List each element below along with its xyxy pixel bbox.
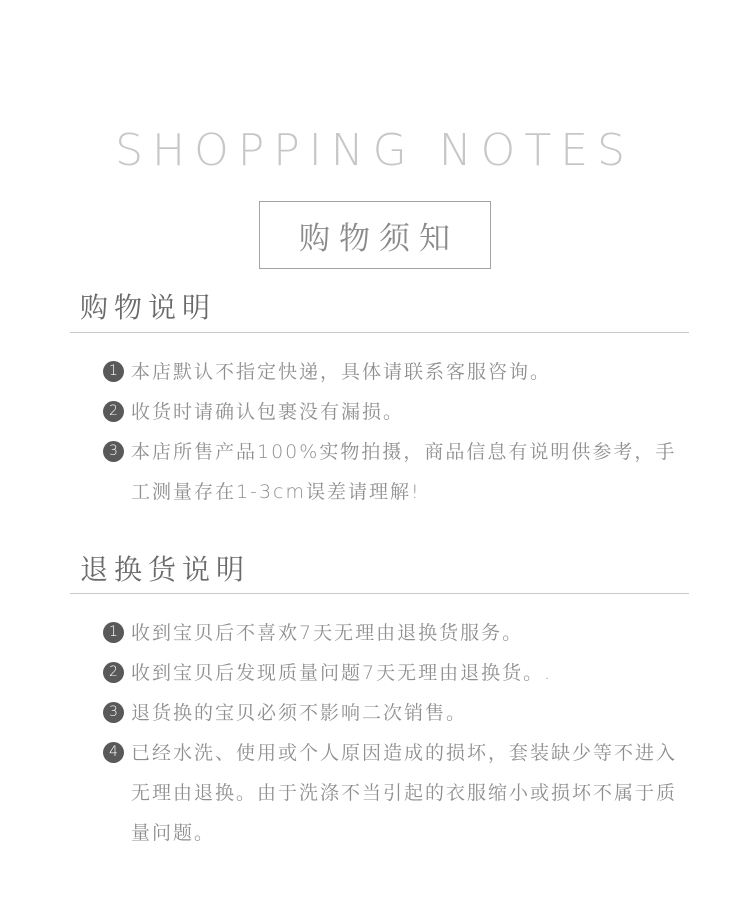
page-title-en: SHOPPING NOTES <box>115 125 634 176</box>
number-badge: 3 <box>103 702 124 723</box>
section-heading-shopping: 购物说明 <box>80 291 217 325</box>
number-badge: 2 <box>103 401 124 422</box>
section-shopping-instructions <box>70 292 689 511</box>
list-item <box>103 613 689 653</box>
list-item-text: 收货时请确认包裹没有漏损。 <box>131 400 405 423</box>
list-item <box>103 733 689 853</box>
number-badge: 2 <box>103 662 124 683</box>
returns-items-list <box>70 613 689 853</box>
section-return-policy <box>70 554 689 853</box>
section-divider <box>70 593 689 594</box>
number-badge: 3 <box>103 441 124 462</box>
list-item <box>103 352 689 392</box>
list-item <box>103 432 689 512</box>
number-badge: 1 <box>103 622 124 643</box>
shopping-items-list <box>70 352 689 512</box>
section-divider <box>70 332 689 333</box>
number-badge: 4 <box>103 742 124 763</box>
list-item-text: 本店所售产品100%实物拍摄，商品信息有说明供参考，手工测量存在1-3cm误差请理解! <box>131 440 677 503</box>
title-box <box>259 201 491 269</box>
number-badge: 1 <box>103 361 124 382</box>
list-item-text: 收到宝贝后不喜欢7天无理由退换货服务。 <box>131 621 524 644</box>
list-item-text: 已经水洗、使用或个人原因造成的损坏，套装缺少等不进入无理由退换。由于洗涤不当引起的衣服缩小或损坏不属于质量问题。 <box>131 741 678 844</box>
list-item <box>103 392 689 432</box>
section-heading-returns: 退换货说明 <box>80 552 251 586</box>
list-item <box>103 693 689 733</box>
list-item-text: 退货换的宝贝必须不影响二次销售。 <box>131 701 468 724</box>
list-item <box>103 653 689 693</box>
list-item-text: 收到宝贝后发现质量问题7天无理由退换货。. <box>131 661 553 684</box>
list-item-text: 本店默认不指定快递，具体请联系客服咨询。 <box>131 360 552 383</box>
title-box-label: 购物须知 <box>299 220 459 257</box>
